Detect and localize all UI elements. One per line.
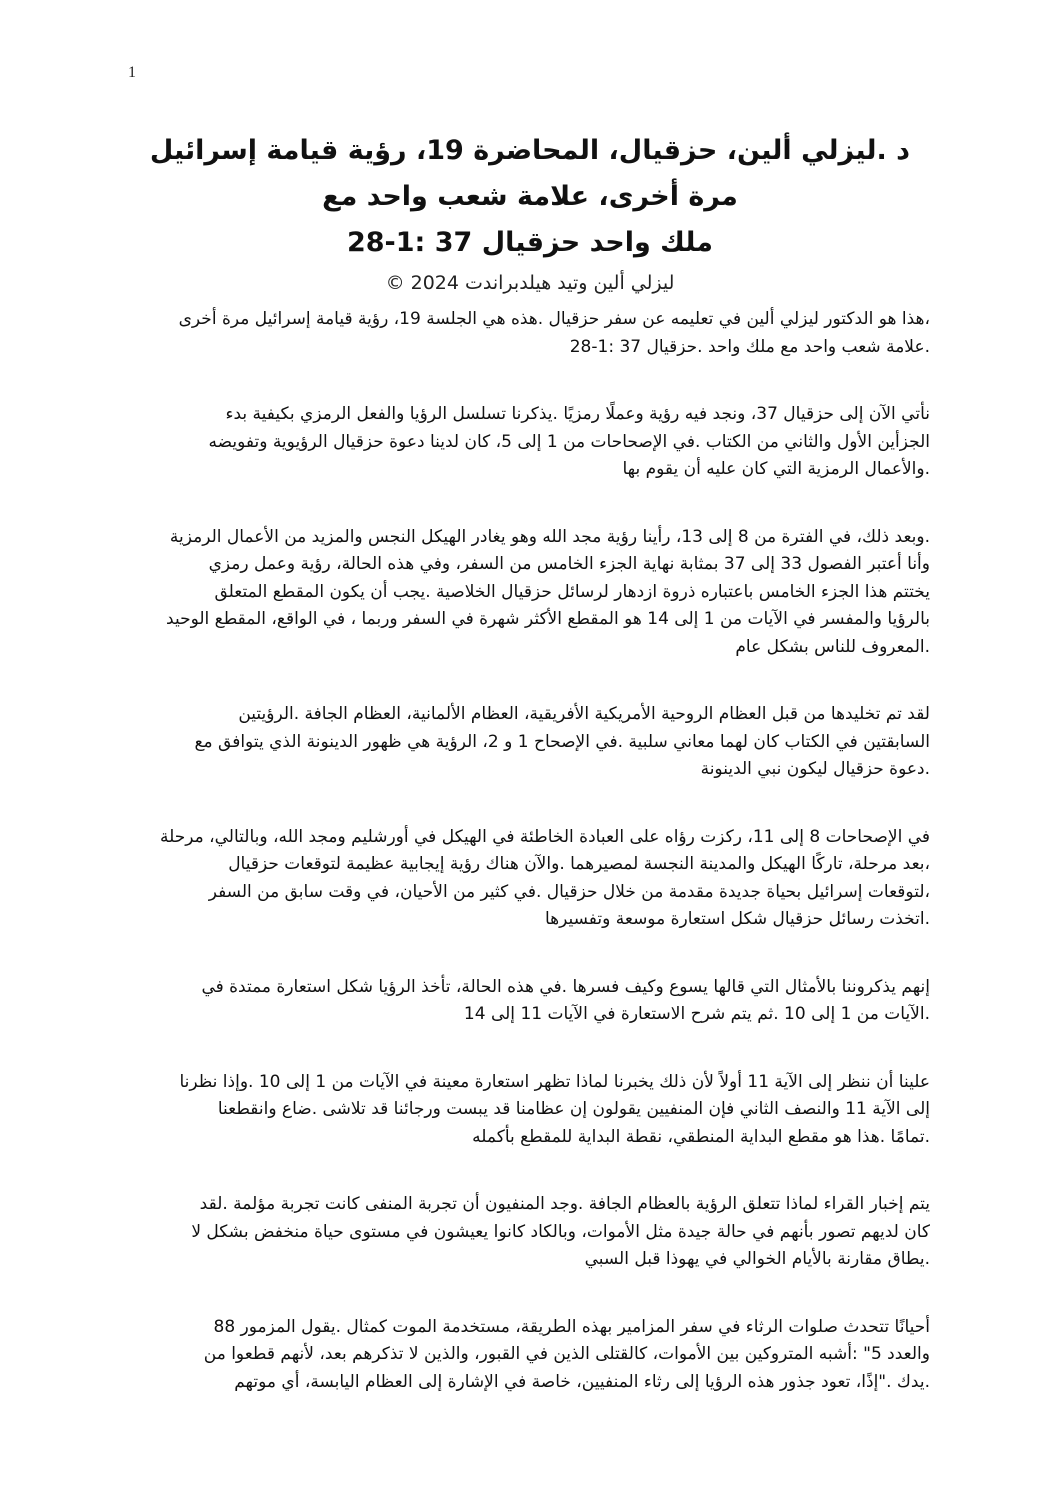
paragraph [134, 401, 930, 484]
text-line: ،لتوقعات إسرائيل بحياة جديدة مقدمة من خلال حزقيال .في كثير من الأحيان، في وقت سابق من السفر [208, 881, 930, 902]
text-line: .علامة شعب واحد مع ملك واحد .حزقيال 37 :1-28 [569, 336, 930, 357]
paragraph [134, 524, 930, 662]
document-title-line-1: د .ليزلي ألين، حزقيال، المحاضرة 19، رؤية قيامة إسرائيل [149, 135, 910, 166]
text-line: إلى الآية 11 والنصف الثاني فإن المنفيين يقولون إن عظامنا قد يبست ورجائنا قد تلاشى .ضاع وانقطعنا [217, 1099, 930, 1119]
text-line: .الآيات من 1 إلى 10 .ثم يتم شرح الاستعارة في الآيات 11 إلى 14 [463, 1004, 930, 1024]
text-line: علينا أن ننظر إلى الآية 11 أولاً لأن ذلك يخبرنا لماذا تظهر استعارة معينة في الآيات من 1 إلى 10 .وإذا نظرنا [179, 1071, 930, 1092]
title-block [150, 128, 910, 298]
text-line: يختتم هذا الجزء الخامس باعتباره ذروة ازدهار لرسائل حزقيال الخلاصية .يجب أن يكون المقطع المتعلق [214, 581, 930, 602]
text-line: إنهم يذكروننا بالأمثال التي قالها يسوع وكيف فسرها .في هذه الحالة، تأخذ الرؤيا شكل استعارة ممتدة في [201, 976, 930, 997]
text-line: لقد تم تخليدها من قبل العظام الروحية الأمريكية الأفريقية، العظام الألمانية، العظام الجافة .الرؤيتين [238, 704, 930, 724]
text-line: .يطاق مقارنة بالأيام الخوالي في يهوذا قبل السبي [584, 1249, 930, 1269]
text-line: .دعوة حزقيال ليكون نبي الدينونة [700, 759, 930, 779]
text-line: يتم إخبار القراء لماذا تتعلق الرؤية بالعظام الجافة .وجد المنفيون أن تجربة المنفى كانت تجربة مؤلمة .لقد [199, 1194, 930, 1214]
text-line: كان لديهم تصور بأنهم في حالة جيدة مثل الأموات، وبالكاد كانوا يعيشون في مستوى حياة منخفض بشكل لا [191, 1221, 930, 1242]
text-line: .المعروف للناس بشكل عام [735, 636, 930, 657]
text-line: نأتي الآن إلى حزقيال 37، ونجد فيه رؤية وعملًا رمزيًا .يذكرنا تسلسل الرؤيا والفعل الرمزي بكيفية بدء [225, 404, 930, 424]
copyright-line: ليزلي ألين وتيد هيلدبراندت 2024 © [385, 272, 675, 294]
text-line: وأنا أعتبر الفصول 33 إلى 37 بمثابة نهاية الجزء الخامس من السفر، وفي هذه الحالة، رؤية وعمل رمزي [208, 554, 930, 574]
document-title-line-2: مرة أخرى، علامة شعب واحد مع [322, 181, 738, 212]
text-line: .يدك ."إذًا، تعود جذور هذه الرؤيا إلى رثاء المنفيين، خاصة في الإشارة إلى العظام اليابسة، أي موتهم [234, 1371, 930, 1392]
body-text [134, 306, 930, 1436]
text-line: ،هذا هو الدكتور ليزلي ألين في تعليمه عن سفر حزقيال .هذه هي الجلسة 19، رؤية قيامة إسرائيل مرة أخرى [178, 309, 930, 329]
paragraph [134, 306, 930, 361]
paragraph [134, 974, 930, 1029]
text-line: .اتخذت رسائل حزقيال شكل استعارة موسعة وتفسيرها [544, 909, 930, 929]
text-line: ،بعد مرحلة، تاركًا الهيكل والمدينة النجسة لمصيرهما .والآن هناك رؤية إيجابية عظيمة لتوقعات حزقيال [228, 854, 930, 874]
text-line: .والأعمال الرمزية التي كان عليه أن يقوم بها [622, 459, 930, 479]
paragraph [134, 1191, 930, 1274]
paragraph [134, 1314, 930, 1397]
paragraph [134, 824, 930, 934]
text-line: أحيانًا تتحدث صلوات الرثاء في سفر المزامير بهذه الطريقة، مستخدمة الموت كمثال .يقول المزمور 88 [213, 1316, 930, 1337]
text-line: .تمامًا .هذا هو مقطع البداية المنطقي، نقطة البداية للمقطع بأكمله [472, 1126, 930, 1147]
text-line: والعدد 5" :أشبه المتروكين بين الأموات، كالقتلى الذين في القبور، والذين لا تذكرهم بعد، لأنهم قطعوا من [203, 1344, 930, 1364]
paragraph [134, 701, 930, 784]
document-title-line-3: ملك واحد حزقيال 37 :1-28 [346, 227, 714, 258]
paragraph [134, 1069, 930, 1152]
text-line: السابقتين في الكتاب كان لهما معاني سلبية .في الإصحاح 1 و 2، الرؤية هي ظهور الدينونة الذي يتوافق مع [194, 731, 930, 752]
text-line: .وبعد ذلك، في الفترة من 8 إلى 13، رأينا رؤية مجد الله وهو يغادر الهيكل النجس والمزيد من الأعمال الرمزية [169, 526, 930, 547]
text-line: في الإصحاحات 8 إلى 11، ركزت رؤاه على العبادة الخاطئة في الهيكل في أورشليم ومجد الله، وبالتالي، مرحلة [159, 826, 930, 847]
text-line: الجزأين الأول والثاني من الكتاب .في الإصحاحات من 1 إلى 5، كان لدينا دعوة حزقيال الرؤيوية وتفويضه [208, 431, 930, 452]
text-line: بالرؤيا والمفسر في الآيات من 1 إلى 14 هو المقطع الأكثر شهرة في السفر وربما ، في الواقع، المقطع الوحيد [166, 609, 930, 629]
page-number: 1 [128, 64, 136, 81]
